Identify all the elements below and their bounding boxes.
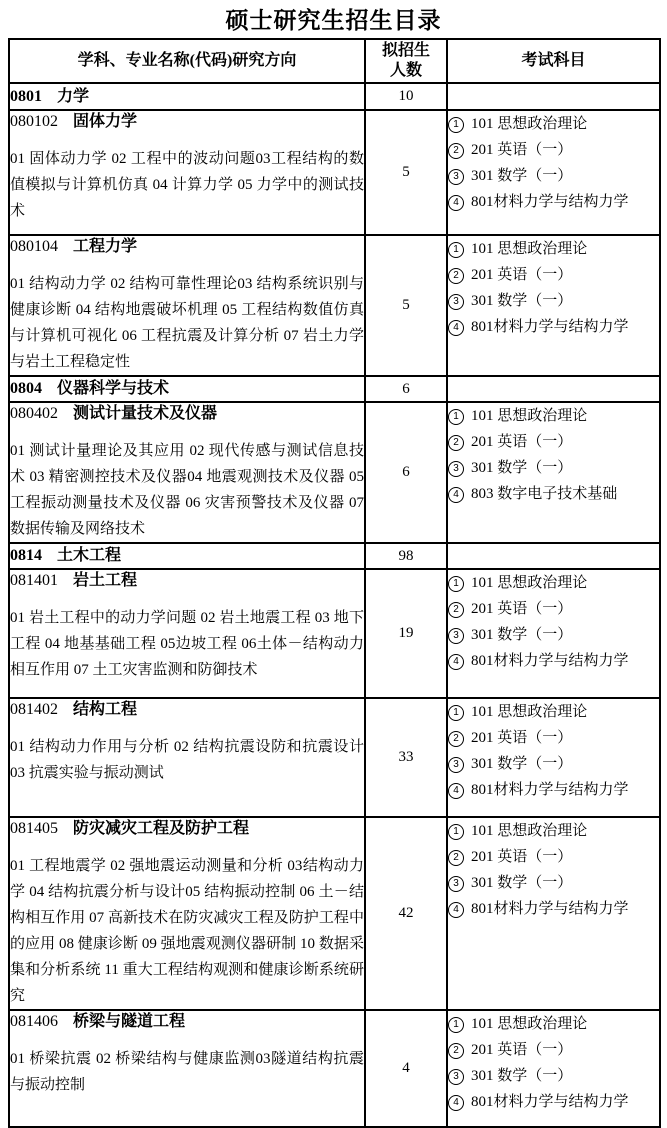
admissions-catalog-table <box>8 38 661 1128</box>
exam-subject-item <box>448 429 659 455</box>
discipline-cell <box>9 569 365 698</box>
exam-subject-label: 801材料力学与结构力学 <box>471 194 629 210</box>
exam-subject-item <box>448 236 659 262</box>
exam-subject-item <box>448 189 659 215</box>
exam-subject-label: 201 英语（一） <box>471 142 573 158</box>
exam-subject-label: 101 思想政治理论 <box>471 823 588 839</box>
circled-number-icon: 2 <box>448 602 464 618</box>
discipline-name-line <box>10 570 364 592</box>
page-title: 硕士研究生招生目录 <box>225 8 442 33</box>
enrollment-quota: 6 <box>365 376 447 402</box>
section-row <box>9 543 660 569</box>
circled-number-icon: 1 <box>448 242 464 258</box>
enrollment-quota: 10 <box>365 83 447 110</box>
exam-subjects-cell <box>447 698 660 817</box>
exam-subject-item <box>448 1089 659 1115</box>
circled-number-icon: 4 <box>448 783 464 799</box>
circled-number-icon: 2 <box>448 1043 464 1059</box>
circled-number-icon: 3 <box>448 1069 464 1085</box>
discipline-cell <box>9 235 365 376</box>
header-row <box>9 39 660 83</box>
enrollment-quota: 6 <box>365 402 447 543</box>
exam-subject-label: 301 数学（一） <box>471 627 573 643</box>
exam-subject-item <box>448 1037 659 1063</box>
exam-subject-item <box>448 262 659 288</box>
circled-number-icon: 3 <box>448 757 464 773</box>
discipline-code: 081405 <box>10 820 58 837</box>
exam-subjects-cell <box>447 543 660 569</box>
exam-subject-label: 801材料力学与结构力学 <box>471 901 629 917</box>
exam-subject-item <box>448 288 659 314</box>
exam-subjects-cell <box>447 1010 660 1127</box>
discipline-name: 测试计量技术及仪器 <box>73 405 218 422</box>
specialty-row <box>9 402 660 543</box>
research-directions: 01 结构动力作用与分析 02 结构抗震设防和抗震设计 03 抗震实验与振动测试 <box>10 739 364 781</box>
exam-subject-label: 301 数学（一） <box>471 875 573 891</box>
exam-subject-item <box>448 1063 659 1089</box>
exam-subjects-cell <box>447 110 660 235</box>
exam-subject-label: 101 思想政治理论 <box>471 704 588 720</box>
col-header-subjects: 考试科目 <box>447 39 660 83</box>
specialty-row <box>9 110 660 235</box>
research-directions: 01 固体动力学 02 工程中的波动问题03工程结构的数值模拟与计算机仿真 04 计算力学 05 力学中的测试技术 <box>10 151 364 219</box>
circled-number-icon: 1 <box>448 705 464 721</box>
discipline-name: 岩土工程 <box>73 572 138 589</box>
research-directions: 01 桥梁抗震 02 桥梁结构与健康监测03隧道结构抗震与振动控制 <box>10 1051 364 1093</box>
discipline-name: 土木工程 <box>57 547 122 564</box>
discipline-code: 0814 <box>10 547 42 564</box>
discipline-code: 0801 <box>10 87 42 105</box>
discipline-cell <box>9 698 365 817</box>
exam-subject-item <box>448 725 659 751</box>
exam-subject-label: 801材料力学与结构力学 <box>471 319 629 335</box>
discipline-name-line <box>10 545 364 567</box>
discipline-name-line <box>10 818 364 840</box>
exam-subject-item <box>448 648 659 674</box>
exam-subject-item <box>448 137 659 163</box>
exam-subject-label: 101 思想政治理论 <box>471 1016 588 1032</box>
exam-subject-item <box>448 751 659 777</box>
specialty-row <box>9 1010 660 1127</box>
discipline-code: 080402 <box>10 405 58 422</box>
circled-number-icon: 4 <box>448 487 464 503</box>
exam-subjects-cell <box>447 569 660 698</box>
discipline-name-line <box>10 236 364 258</box>
discipline-name: 仪器科学与技术 <box>57 380 170 397</box>
discipline-name: 桥梁与隧道工程 <box>73 1013 186 1030</box>
discipline-code: 080104 <box>10 238 58 255</box>
discipline-name-line <box>10 1011 364 1033</box>
exam-subjects-cell <box>447 402 660 543</box>
exam-subject-label: 201 英语（一） <box>471 1042 573 1058</box>
specialty-row <box>9 698 660 817</box>
exam-subject-label: 803 数字电子技术基础 <box>471 486 618 502</box>
circled-number-icon: 2 <box>448 850 464 866</box>
circled-number-icon: 4 <box>448 902 464 918</box>
exam-subject-item <box>448 1011 659 1037</box>
exam-subject-label: 301 数学（一） <box>471 1068 573 1084</box>
exam-subject-item <box>448 314 659 340</box>
col-header-quota-line1: 拟招生 <box>381 42 430 59</box>
discipline-name: 工程力学 <box>73 238 138 255</box>
enrollment-quota: 19 <box>365 569 447 698</box>
exam-subject-item <box>448 455 659 481</box>
discipline-cell <box>9 543 365 569</box>
exam-subject-label: 201 英语（一） <box>471 267 573 283</box>
specialty-row <box>9 569 660 698</box>
exam-subject-item <box>448 699 659 725</box>
exam-subject-label: 301 数学（一） <box>471 756 573 772</box>
exam-subject-item <box>448 896 659 922</box>
circled-number-icon: 4 <box>448 654 464 670</box>
exam-subject-label: 101 思想政治理论 <box>471 575 588 591</box>
exam-subjects-cell <box>447 83 660 110</box>
circled-number-icon: 3 <box>448 876 464 892</box>
exam-subject-item <box>448 111 659 137</box>
discipline-cell <box>9 83 365 110</box>
exam-subject-label: 301 数学（一） <box>471 293 573 309</box>
exam-subjects-cell <box>447 376 660 402</box>
discipline-code: 080102 <box>10 113 58 130</box>
exam-subject-item <box>448 163 659 189</box>
exam-subject-item <box>448 870 659 896</box>
circled-number-icon: 3 <box>448 628 464 644</box>
exam-subject-label: 801材料力学与结构力学 <box>471 782 629 798</box>
exam-subject-label: 201 英语（一） <box>471 601 573 617</box>
discipline-name: 结构工程 <box>73 701 138 718</box>
enrollment-quota: 42 <box>365 817 447 1010</box>
exam-subject-label: 101 思想政治理论 <box>471 408 588 424</box>
discipline-name-line <box>10 111 364 133</box>
circled-number-icon: 4 <box>448 1095 464 1111</box>
discipline-code: 081401 <box>10 572 58 589</box>
discipline-name-line <box>10 699 364 721</box>
exam-subject-item <box>448 777 659 803</box>
discipline-cell <box>9 376 365 402</box>
exam-subjects-cell <box>447 817 660 1010</box>
enrollment-quota: 5 <box>365 110 447 235</box>
discipline-code: 081402 <box>10 701 58 718</box>
circled-number-icon: 3 <box>448 294 464 310</box>
enrollment-quota: 4 <box>365 1010 447 1127</box>
circled-number-icon: 4 <box>448 320 464 336</box>
discipline-name: 防灾减灾工程及防护工程 <box>73 820 250 837</box>
circled-number-icon: 4 <box>448 195 464 211</box>
discipline-name: 力学 <box>57 87 90 105</box>
col-header-quota-line2: 人数 <box>389 62 422 79</box>
col-header-quota <box>365 39 447 83</box>
discipline-name-line <box>10 403 364 425</box>
discipline-cell <box>9 1010 365 1127</box>
discipline-cell <box>9 110 365 235</box>
col-header-discipline: 学科、专业名称(代码)研究方向 <box>9 39 365 83</box>
research-directions: 01 测试计量理论及其应用 02 现代传感与测试信息技术 03 精密测控技术及仪器04 地震观测技术及仪器 05 工程振动测量技术及仪器 06 灾害预警技术及仪器 07 数据传输及网络技术 <box>10 443 364 537</box>
enrollment-quota: 33 <box>365 698 447 817</box>
exam-subjects-cell <box>447 235 660 376</box>
exam-subject-label: 801材料力学与结构力学 <box>471 653 629 669</box>
section-row <box>9 83 660 110</box>
research-directions: 01 工程地震学 02 强地震运动测量和分析 03结构动力学 04 结构抗震分析与设计05 结构振动控制 06 土－结构相互作用 07 高新技术在防灾减灾工程及防护工程中的应用 08 健康诊断 09 强地震观测仪器研制 10 数据采集和分析系统 11 重大工程结构观测和健康诊断系统研究 <box>10 858 364 1004</box>
exam-subject-label: 201 英语（一） <box>471 730 573 746</box>
exam-subject-label: 801材料力学与结构力学 <box>471 1094 629 1110</box>
circled-number-icon: 2 <box>448 143 464 159</box>
circled-number-icon: 3 <box>448 169 464 185</box>
circled-number-icon: 1 <box>448 117 464 133</box>
exam-subject-label: 101 思想政治理论 <box>471 241 588 257</box>
discipline-cell <box>9 402 365 543</box>
circled-number-icon: 3 <box>448 461 464 477</box>
circled-number-icon: 1 <box>448 409 464 425</box>
circled-number-icon: 2 <box>448 268 464 284</box>
enrollment-quota: 5 <box>365 235 447 376</box>
discipline-name: 固体力学 <box>73 113 138 130</box>
exam-subject-item <box>448 481 659 507</box>
exam-subject-item <box>448 570 659 596</box>
section-row <box>9 376 660 402</box>
exam-subject-label: 301 数学（一） <box>471 460 573 476</box>
discipline-cell <box>9 817 365 1010</box>
discipline-code: 0804 <box>10 380 42 397</box>
discipline-code: 081406 <box>10 1013 58 1030</box>
exam-subject-item <box>448 844 659 870</box>
exam-subject-item <box>448 596 659 622</box>
circled-number-icon: 1 <box>448 576 464 592</box>
exam-subject-label: 101 思想政治理论 <box>471 116 588 132</box>
circled-number-icon: 2 <box>448 435 464 451</box>
specialty-row <box>9 235 660 376</box>
enrollment-quota: 98 <box>365 543 447 569</box>
exam-subject-label: 201 英语（一） <box>471 849 573 865</box>
research-directions: 01 结构动力学 02 结构可靠性理论03 结构系统识别与健康诊断 04 结构地震破坏机理 05 工程结构数值仿真与计算机可视化 06 工程抗震及计算分析 07 岩土力学与岩土工程稳定性 <box>10 276 364 370</box>
circled-number-icon: 1 <box>448 824 464 840</box>
exam-subject-item <box>448 818 659 844</box>
discipline-name-line <box>10 86 364 108</box>
circled-number-icon: 2 <box>448 731 464 747</box>
specialty-row <box>9 817 660 1010</box>
circled-number-icon: 1 <box>448 1017 464 1033</box>
exam-subject-label: 201 英语（一） <box>471 434 573 450</box>
exam-subject-label: 301 数学（一） <box>471 168 573 184</box>
discipline-name-line <box>10 378 364 400</box>
exam-subject-item <box>448 622 659 648</box>
exam-subject-item <box>448 403 659 429</box>
research-directions: 01 岩土工程中的动力学问题 02 岩土地震工程 03 地下工程 04 地基基础工程 05边坡工程 06土体－结构动力相互作用 07 土工灾害监测和防御技术 <box>10 610 364 678</box>
